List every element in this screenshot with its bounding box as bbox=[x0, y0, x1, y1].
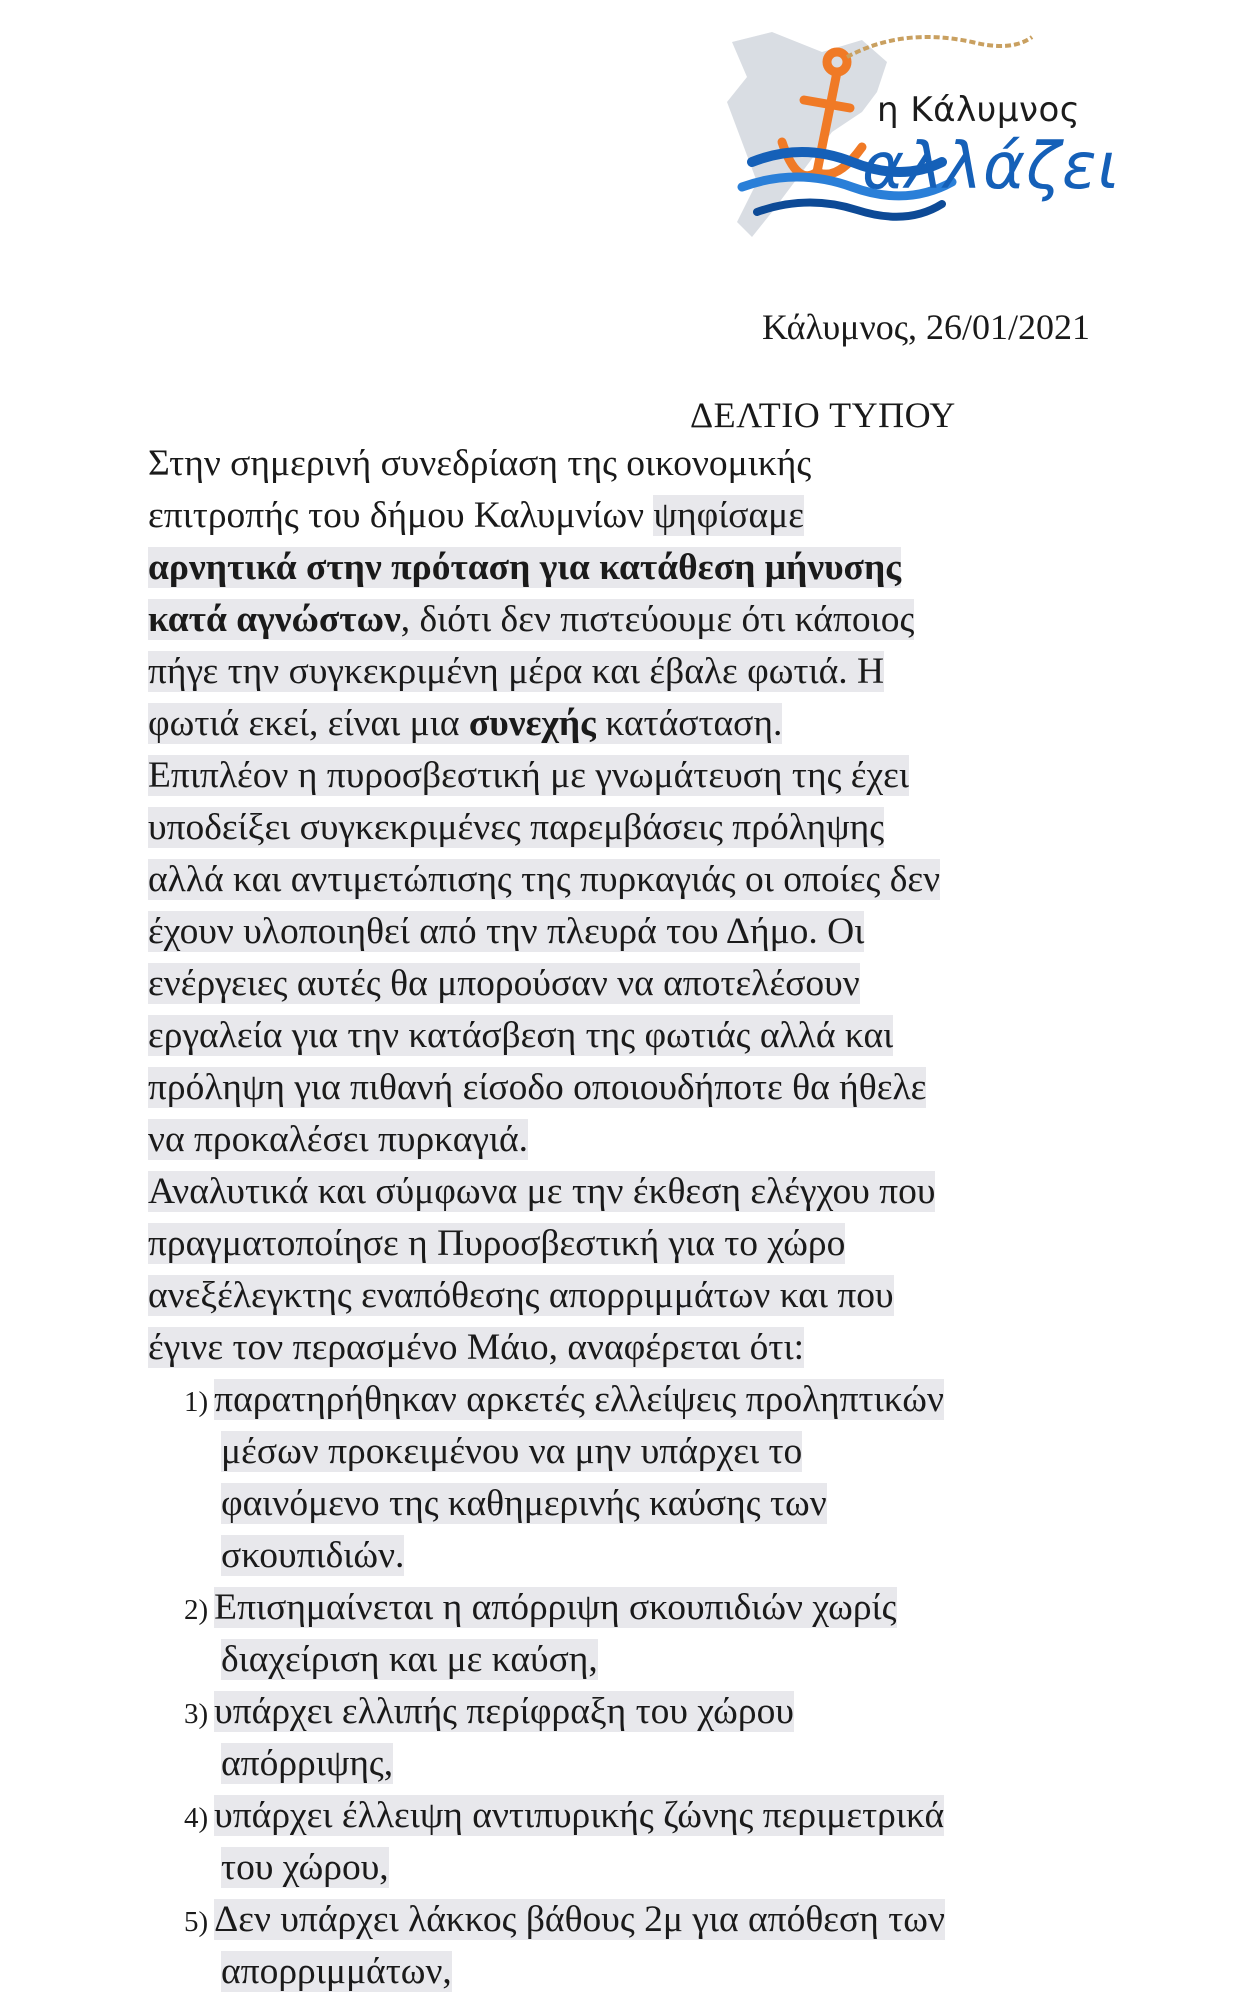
text-line bbox=[148, 854, 1108, 906]
highlighted-text: υπάρχει έλλειψη αντιπυρικής ζώνης περιμετρικά bbox=[214, 1795, 945, 1836]
text-line bbox=[148, 1790, 1108, 1842]
list-number: 2) bbox=[184, 1594, 209, 1626]
highlighted-text: ανεξέλεγκτης εναπόθεσης απορριμμάτων και που bbox=[148, 1275, 894, 1316]
highlighted-text: πήγε την συγκεκριμένη μέρα και έβαλε φωτιά. Η bbox=[148, 651, 885, 692]
text-line bbox=[148, 1582, 1108, 1634]
highlighted-text: σκουπιδιών. bbox=[221, 1535, 405, 1576]
highlighted-text: Δεν υπάρχει λάκκος βάθους 2μ για απόθεση των bbox=[214, 1899, 945, 1940]
text-line bbox=[148, 1894, 1108, 1946]
list-item bbox=[148, 1582, 1108, 1686]
list-item bbox=[148, 1790, 1108, 1894]
text-line bbox=[148, 1634, 1108, 1686]
highlighted-text: του χώρου, bbox=[221, 1847, 389, 1888]
highlighted-text: κατάσταση. bbox=[595, 703, 783, 744]
text-line bbox=[148, 542, 1108, 594]
highlighted-text: φωτιά εκεί, είναι μια bbox=[148, 703, 469, 744]
text-line bbox=[148, 906, 1108, 958]
list-number: 1) bbox=[184, 1386, 209, 1418]
text-fragment: επιτροπής του δήμου Καλυμνίων bbox=[148, 495, 654, 536]
text-line bbox=[148, 646, 1108, 698]
document-title: ΔΕΛΤΙΟ ΤΥΠΟΥ bbox=[690, 395, 956, 435]
highlighted-text: πραγματοποίησε η Πυροσβεστική για το χώρο bbox=[148, 1223, 846, 1264]
list-item bbox=[148, 1894, 1108, 1998]
paragraph-3 bbox=[148, 1166, 1108, 1374]
highlighted-text: υποδείξει συγκεκριμένες παρεμβάσεις πρόληψης bbox=[148, 807, 885, 848]
highlighted-text: απορριμμάτων, bbox=[221, 1951, 452, 1992]
logo-text-top: η Κάλυμνος bbox=[877, 90, 1081, 130]
text-line bbox=[148, 1946, 1108, 1998]
highlighted-text: Αναλυτικά και σύμφωνα με την έκθεση ελέγχου που bbox=[148, 1171, 936, 1212]
highlighted-text: ενέργειες αυτές θα μπορούσαν να αποτελέσουν bbox=[148, 963, 860, 1004]
text-line bbox=[148, 1374, 1108, 1426]
text-line bbox=[148, 1322, 1108, 1374]
highlighted-text: εργαλεία για την κατάσβεση της φωτιάς αλλά και bbox=[148, 1015, 894, 1056]
document-body bbox=[148, 438, 1108, 1998]
highlighted-text: υπάρχει ελλιπής περίφραξη του χώρου bbox=[214, 1691, 794, 1732]
highlighted-text: διαχείριση και με καύση, bbox=[221, 1639, 598, 1680]
text-line bbox=[148, 698, 1108, 750]
highlighted-text: αλλά και αντιμετώπισης της πυρκαγιάς οι οποίες δεν bbox=[148, 859, 941, 900]
bold-text: αρνητικά στην πρόταση για κατάθεση μήνυσης bbox=[148, 547, 902, 588]
paragraph-2 bbox=[148, 750, 1108, 1166]
bold-text: κατά αγνώστων bbox=[148, 599, 401, 640]
highlighted-text: ψηφίσαμε bbox=[653, 495, 805, 536]
highlighted-text: παρατηρήθηκαν αρκετές ελλείψεις προληπτικών bbox=[214, 1379, 944, 1420]
highlighted-text: έχουν υλοποιηθεί από την πλευρά του Δήμο. Οι bbox=[148, 911, 865, 952]
highlighted-text: να προκαλέσει πυρκαγιά. bbox=[148, 1119, 529, 1160]
paragraph-1 bbox=[148, 438, 1108, 750]
text-line bbox=[148, 1062, 1108, 1114]
highlighted-text: έγινε τον περασμένο Μάιο, αναφέρεται ότι: bbox=[148, 1327, 805, 1368]
highlighted-text: Επιπλέον η πυροσβεστική με γνωμάτευση της έχει bbox=[148, 755, 910, 796]
text-line bbox=[148, 1738, 1108, 1790]
logo-text-main: αλλάζει bbox=[862, 130, 1121, 204]
text-line bbox=[148, 490, 1108, 542]
text-line bbox=[148, 1426, 1108, 1478]
text-line bbox=[148, 594, 1108, 646]
list-item bbox=[148, 1374, 1108, 1582]
highlighted-text: φαινόμενο της καθημερινής καύσης των bbox=[221, 1483, 827, 1524]
list-number: 4) bbox=[184, 1802, 209, 1834]
highlighted-text: απόρριψης, bbox=[221, 1743, 394, 1784]
text-line bbox=[148, 750, 1108, 802]
highlighted-text: Επισημαίνεται η απόρριψη σκουπιδιών χωρίς bbox=[214, 1587, 897, 1628]
list-number: 5) bbox=[184, 1906, 209, 1938]
text-line bbox=[148, 1842, 1108, 1894]
list-item bbox=[148, 1686, 1108, 1790]
text-line bbox=[148, 1270, 1108, 1322]
text-line bbox=[148, 802, 1108, 854]
text-line bbox=[148, 958, 1108, 1010]
list-number: 3) bbox=[184, 1698, 209, 1730]
text-line: Στην σημερινή συνεδρίαση της οικονομικής bbox=[148, 443, 812, 484]
findings-list bbox=[148, 1374, 1108, 1998]
text-line bbox=[148, 1166, 1108, 1218]
logo bbox=[712, 22, 1121, 254]
text-line bbox=[148, 1686, 1108, 1738]
highlighted-text: , διότι δεν πιστεύουμε ότι κάποιος bbox=[400, 599, 915, 640]
text-line bbox=[148, 1478, 1108, 1530]
text-line bbox=[148, 1010, 1108, 1062]
bold-text: συνεχής bbox=[468, 703, 596, 744]
highlighted-text: μέσων προκειμένου να μην υπάρχει το bbox=[221, 1431, 803, 1472]
text-line bbox=[148, 1114, 1108, 1166]
document-date: Κάλυμνος, 26/01/2021 bbox=[762, 307, 1090, 347]
highlighted-text: πρόληψη για πιθανή είσοδο οποιουδήποτε θα ήθελε bbox=[148, 1067, 927, 1108]
text-line bbox=[148, 1530, 1108, 1582]
text-line bbox=[148, 1218, 1108, 1270]
